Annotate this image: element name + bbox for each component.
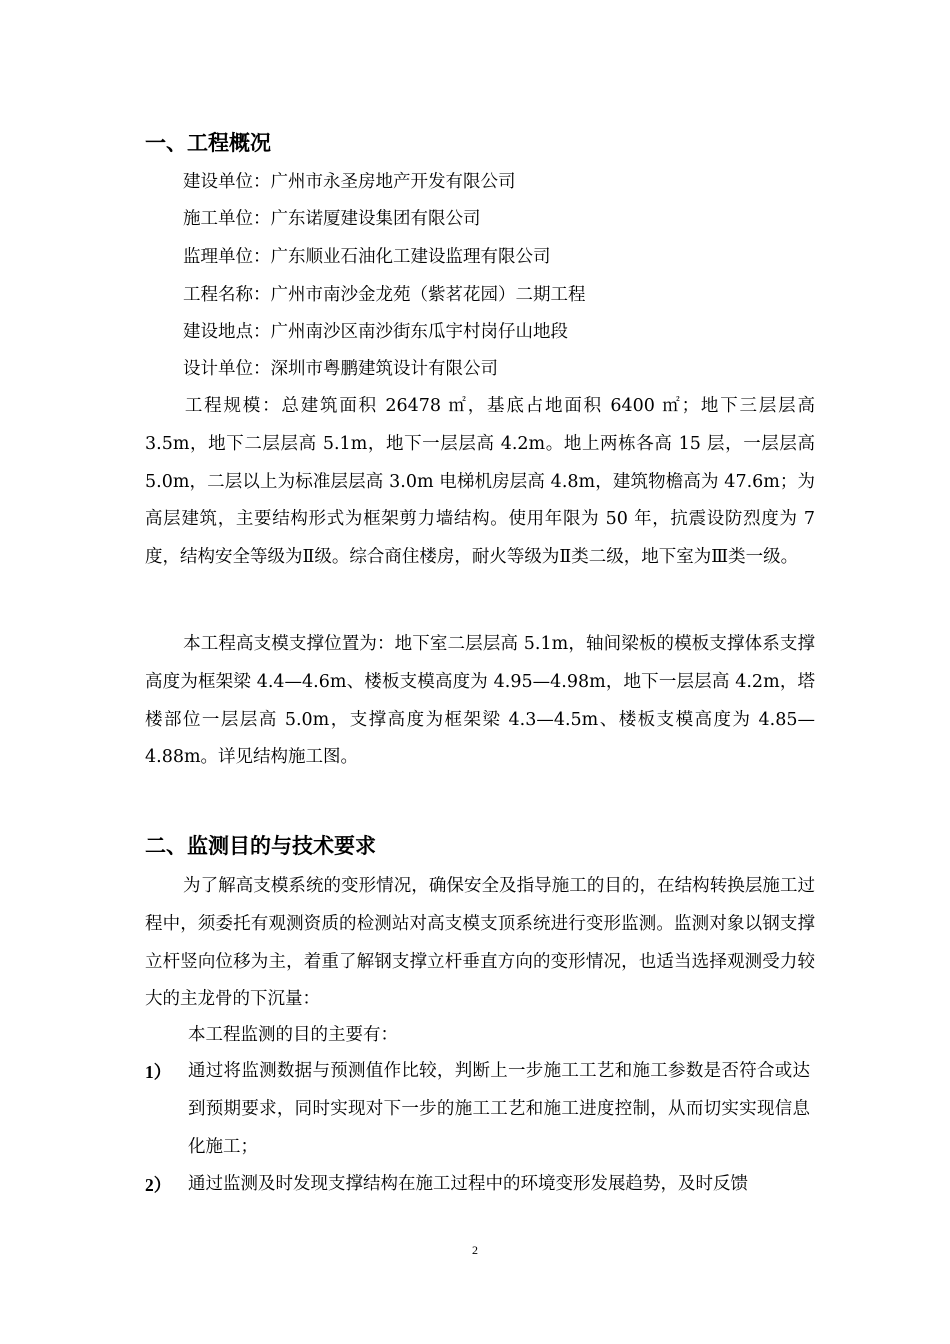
- info-line-location: 建设地点：广州南沙区南沙街东瓜宇村岗仔山地段: [183, 322, 568, 342]
- section-2-heading: 二、监测目的与技术要求: [145, 834, 376, 858]
- info-line-supervisor: 监理单位：广东顺业石油化工建设监理有限公司: [183, 247, 551, 267]
- info-line-designer: 设计单位：深圳市粤鹏建筑设计有限公司: [183, 359, 498, 379]
- page-number: 2: [472, 1243, 478, 1257]
- info-line-developer: 建设单位：广州市永圣房地产开发有限公司: [183, 172, 516, 192]
- project-scale-paragraph: [145, 388, 815, 577]
- purpose-label: 本工程监测的目的主要有：: [188, 1025, 398, 1045]
- list-item-text: 通过监测及时发现支撑结构在施工过程中的环境变形发展趋势，及时反馈: [188, 1174, 748, 1194]
- list-item-text: 通过将监测数据与预测值作比较，判断上一步施工工艺和施工参数是否符合或达到预期要求，同时实现对下一步的施工工艺和施工进度控制，从而切实实现信息化施工；: [188, 1061, 810, 1157]
- support-position-text: 本工程高支模支撑位置为：地下室二层层高 5.1m，轴间梁板的模板支撑体系支撑高度为框架梁 4.4—4.6m、楼板支模高度为 4.95—4.98m，地下一层层高 4.2m，塔楼部位一层层高 5.0m，支撑高度为框架梁 4.3—4.5m、楼板支模高度为 4.85—4.88m。详见结构施工图。: [145, 634, 815, 768]
- support-position-paragraph: [145, 626, 815, 777]
- monitoring-intro-text: 为了解高支模系统的变形情况，确保安全及指导施工的目的，在结构转换层施工过程中，须委托有观测资质的检测站对高支模支顶系统进行变形监测。监测对象以钢支撑立杆竖向位移为主，着重了解钢支撑立杆垂直方向的变形情况，也适当选择观测受力较大的主龙骨的下沉量：: [145, 876, 815, 1010]
- section-1-heading: 一、工程概况: [145, 131, 271, 155]
- info-line-contractor: 施工单位：广东诺厦建设集团有限公司: [183, 209, 481, 229]
- list-item-number: 1）: [145, 1062, 172, 1082]
- list-item-number: 2）: [145, 1175, 172, 1195]
- monitoring-intro-paragraph: [145, 868, 815, 1019]
- project-scale-text: 工程规模：总建筑面积 26478 ㎡，基底占地面积 6400 ㎡；地下三层层高 3.5m，地下二层层高 5.1m，地下一层层高 4.2m。地上两栋各高 15 层，一层层高 5.0m，二层以上为标准层层高 3.0m 电梯机房层高 4.8m，建筑物檐高为 47.6m；为高层建筑，主要结构形式为框架剪力墙结构。使用年限为 50 年，抗震设防烈度为 7 度，结构安全等级为Ⅱ级。综合商住楼房，耐火等级为Ⅱ类二级，地下室为Ⅲ类一级。: [145, 396, 815, 568]
- info-line-project-name: 工程名称：广州市南沙金龙苑（紫茗花园）二期工程: [183, 285, 586, 305]
